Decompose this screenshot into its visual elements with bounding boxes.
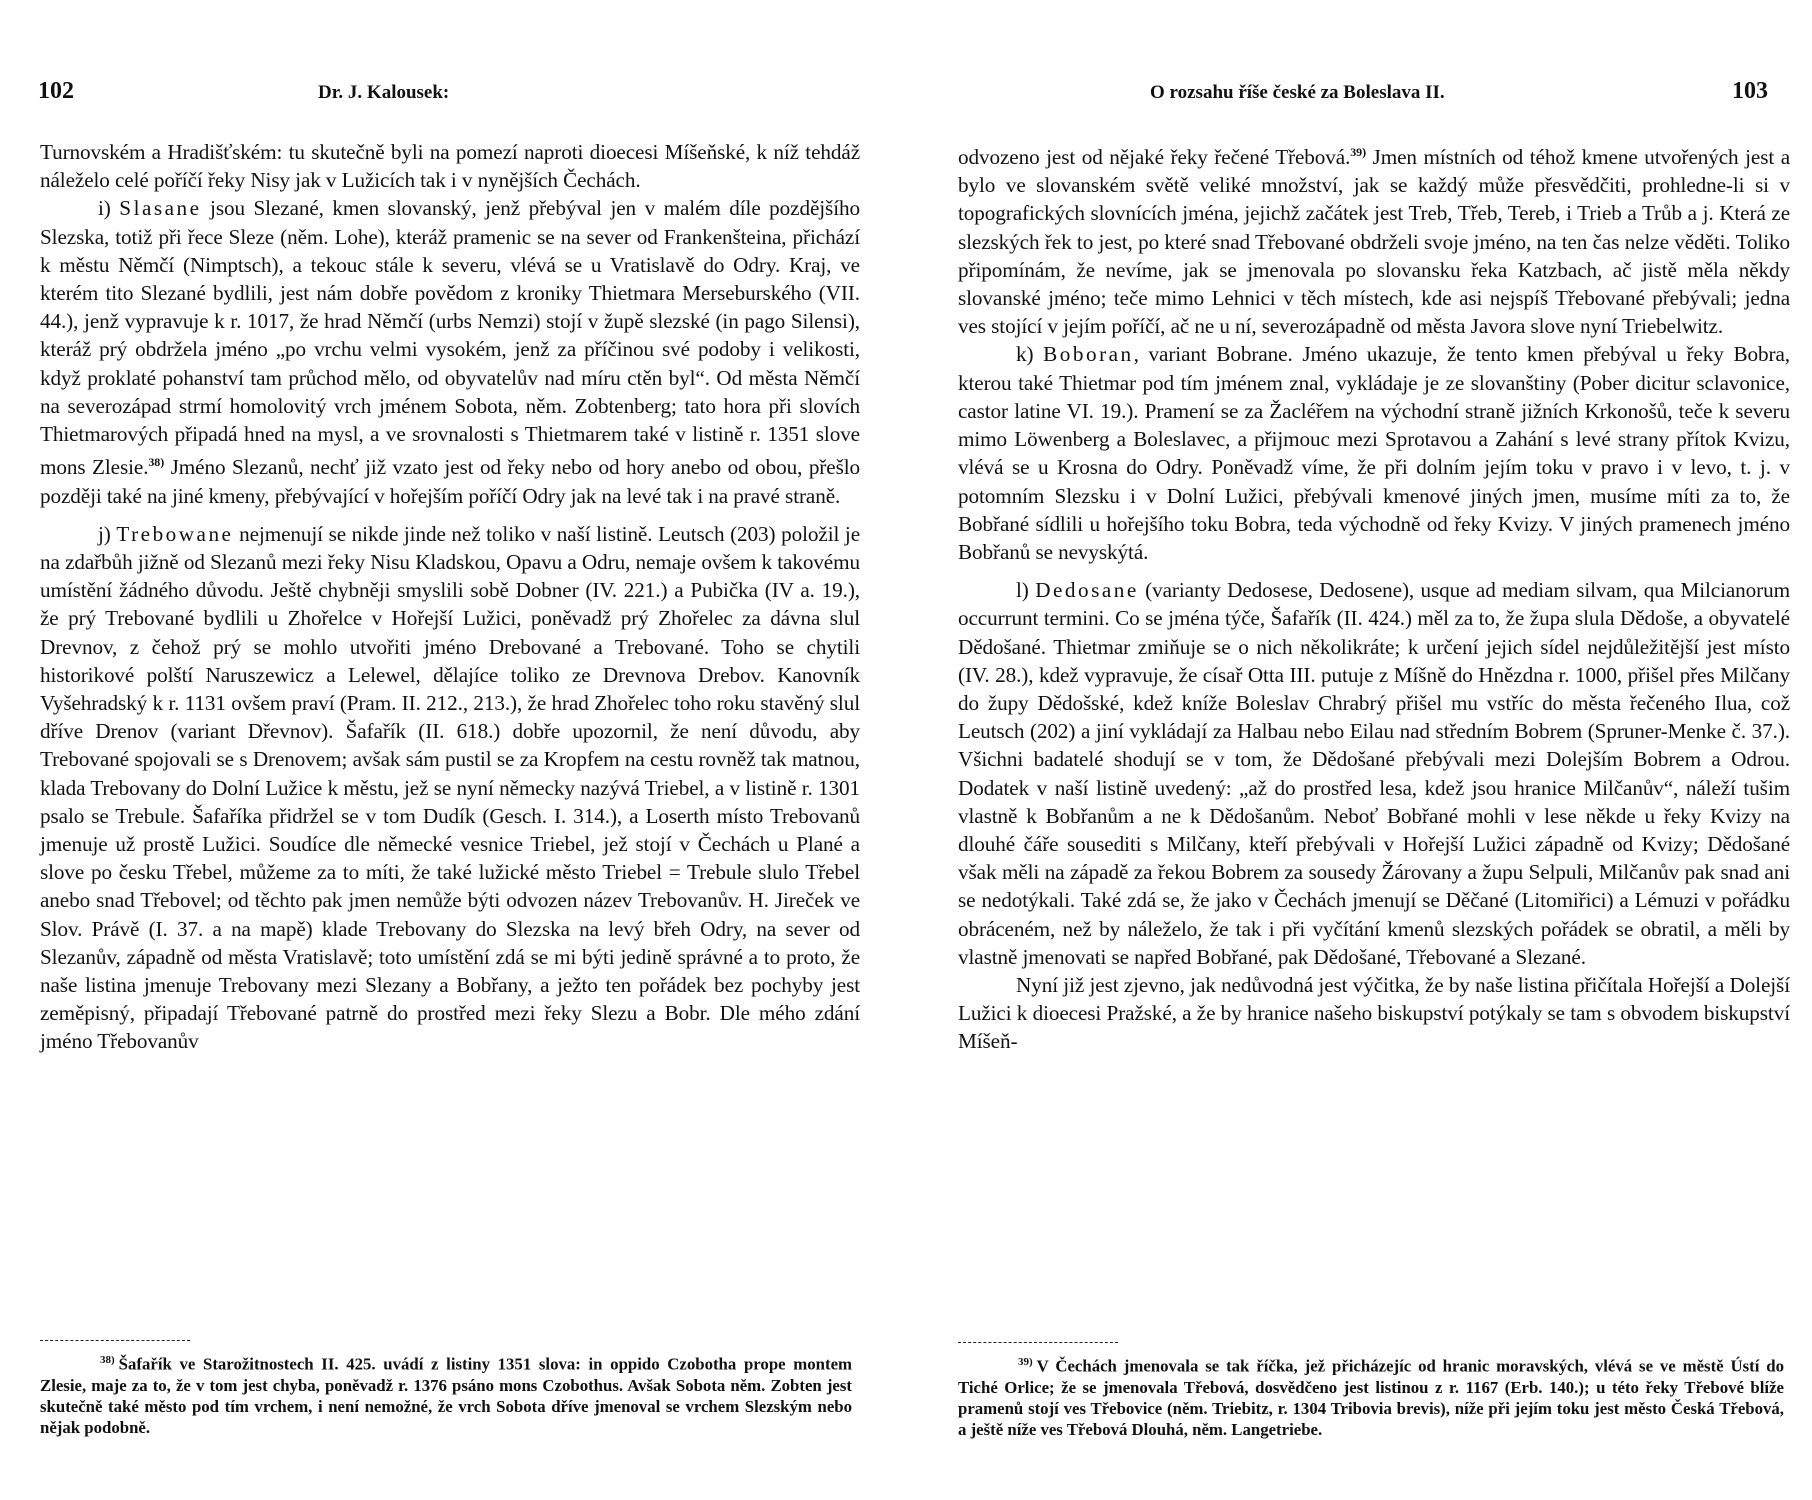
body-text (958, 138, 1790, 1056)
left-page (0, 0, 900, 1500)
paragraph: j) Trebowane nejmenují se nikde jinde než toliko v naší listině. Leutsch (203) položil je na zdařbůh jižně od Slezanů mezi řeky Nisu Kladskou, Opavu a Odru, nemaje ovšem k takovému umístění žádného důvodu. Ještě chybněji smyslili sobě Dobner (IV. 221.) a Pubička (IV a. 19.), že prý Trebované bydlili u Zhořelce v Hořejší Lužici, poněvadž prý Zhořelec za dávna slul Drevnov, z čehož prý se mohlo utvořiti jméno Drebované a Trebované. Toho se chytili historikové polští Naruszewicz a Lelewel, dělajíce toliko ze Drevnova Drebov. Kanovník Vyšehradský k r. 1131 ovšem praví (Pram. II. 212., 213.), že hrad Zhořelec toho roku stavěný slul dříve Drenov (variant Dřevnov). Šafařík (II. 618.) dobře upozornil, že není důvodu, aby Trebované spojovali se s Drenovem; avšak sám pustil se za Kropfem na cestu rovněž tak matnou, klada Trebovany do Dolní Lužice k městu, jež se nyní německy nazývá Triebel, a v listině r. 1301 psalo se Trebule. Šafaříka přidržel se v tom Dudík (Gesch. I. 314.), a Loserth místo Trebovanů jmenuje už prostě Lužici. Soudíce dle německé vesnice Triebel, jež stojí v Čechách u Plané a slove po česku Třebel, můžeme za to míti, že také lužické město Triebel = Trebule slulo Třebel anebo snad Třebovel; od těchto pak jmen nemůže býti odvozen název Trebovanův. H. Jireček ve Slov. Právě (I. 37. a na mapě) klade Trebovany do Slezska na levý břeh Odry, na sever od Slezanův, západně od města Vratislavě; toto umístění zdá se mi býti jedině správné a to proto, že naše listina jmenuje Trebovany mezi Slezany a Bobřany, a ježto ten pořádek bez pochyby jest zeměpisný, připadají Třebované patrně do prostřed mezi řeky Slezu a Bobr. Dle mého zdání jméno Třebovanův (40, 521, 861, 1054)
footnote-rule (958, 1342, 1118, 1343)
paragraph: odvozeno jest od nějaké řeky řečené Třebová.$^{39)}$ Jmen místních od téhož kmene utvořených jest a bylo ve slovanském světě veliké množství, jak se každý může přesvědčiti, prohledne-li si v topografických slovnících jména, jejichž začátek jest Treb, Třeb, Tereb, i Trieb a Trůb a j. Která ze slezských řek to jest, po které snad Třebované obdrželi svoje jméno, na ten čas nelze věděti. Toliko připomínám, že nevíme, jak se jmenovala po slovansku řeka Katzbach, ač jistě měla někdy slovanské jméno; teče mimo Lehnici v těch místech, kde asi nejspíš Třebované přebývali; jedna ves stojící v jejím poříčí, ač ne u ní, severozápadně od města Javora slove nyní Triebelwitz. (958, 145, 1791, 339)
paragraph: i) Slasane jsou Slezané, kmen slovanský, jenž přebýval jen v malém díle pozdějšího Slezska, totiž při řece Sleze (něm. Lohe), kteráž pramenic se na sever od Frankenšteina, přichází k městu Němčí (Nimptsch), a tekouc stále k severu, vlévá se u Vratislavě do Odry. Kraj, ve kterém tito Slezané bydlili, jest nám dobře povědom z kroniky Thietmara Merseburského (VII. 44.), jenž vypravuje k r. 1017, že hrad Němčí (urbs Nemzi) stojí v župě slezské (in pago Silensi), kteráž prý obdržela jméno „po vrchu velmi vysokém, jenž za příčinou své podoby i velikosti, když proklaté pohanství tam průchod mělo, od obyvatelův nad míru ctěn byl“. Od města Němčí na severozápad strmí homolovitý vrch jménem Sobota, něm. Zobtenberg; tato hora při slovích Thietmarových připadá hned na mysl, a ve srovnalosti s Thietmarem také v listině r. 1351 slove mons Zlesie.$^{38)}$ Jméno Slezanů, nechť již vzato jest od řeky nebo od hory anebo od obou, přešlo později také na jiné kmeny, přebývající v hořejším poříčí Odry jak na levé tak i na pravé straně. (40, 196, 860, 508)
footnote-rule (40, 1340, 190, 1341)
page-number: 103 (1732, 78, 1768, 104)
paragraph: Turnovském a Hradišťském: tu skutečně byli na pomezí naproti dioecesi Míšeňské, k níž tehdáž náleželo celé poříčí řeky Nisy jak v Lužicích tak i v nynějších Čechách. (40, 140, 860, 193)
body-text (40, 138, 860, 1056)
running-header: Dr. J. Kalousek: (318, 82, 450, 103)
right-page (930, 0, 1812, 1500)
paragraph: Nyní již jest zjevno, jak nedůvodná jest výčitka, že by naše listina přičítala Hořejší a Dolejší Lužici k dioecesi Pražské, a že by hranice našeho biskupství potýkaly se tam s obvodem biskupství Míšeň- (958, 972, 1790, 1054)
page-number: 102 (38, 78, 74, 104)
paragraph: k) Boboran, variant Bobrane. Jméno ukazuje, že tento kmen přebýval u řeky Bobra, kterou také Thietmar pod tím jménem znal, vykládaje je ze slovanštiny (Pober dicitur sclavonice, castor latine VI. 19.). Pramení se za Žacléřem na východní straně jižních Krkonošů, teče k severu mimo Löwenberg a Boleslavec, a přijmouc mezi Sprotavou a Zahání s levé strany přítok Kvizu, vlévá se u Krosna do Odry. Poněvadž víme, že při dolním jejím toku v pravo i v levo, t. j. v potomním Slezsku i v Dolní Lužici, přebývali kmenové jiných jmen, musíme míti za to, že Bobřané sídlili u hořejšího toku Bobra, teda východně od řeky Kvizy. V jiných pramenech jméno Bobřanů se nevyskýtá. (958, 342, 1790, 564)
paragraph: l) Dedosane (varianty Dedosese, Dedosene), usque ad mediam silvam, qua Milcianorum occurrunt termini. Co se jména týče, Šafařík (II. 424.) měl za to, že župa slula Dědoše, a obyvatelé Dědošané. Thietmar zmiňuje se o nich několikráte; k určení jejich sídel nejdůležitější jest místo (IV. 28.), kdež vypravuje, že císař Otta III. putuje z Míšně do Hnězdna r. 1000, přišel přes Milčany do župy Dědošské, kdež kníže Boleslav Chrabrý přišel mu vstříc do města řečeného Ilua, což Leutsch (202) a jiní vykládají za Halbau nebo Eilau nad středním Bobrem (Spruner-Menke č. 37.). Všichni badatelé shodují se v tom, že Dědošané přebývali mezi Dolejším Bobrem a Odrou. Dodatek v naší listině uvedený: „až do prostřed lesa, kdež jsou hranice Milčanův“, náleží tušim vlastně k Bobřanům a ne k Dědošanům. Neboť Bobřané mohli v lese někde u řeky Kvizy na dlouhé čáře sousediti s Milčany, kteří přebývali v Hořejší Lužici západně od Kvizy; Dědošané však měli na západě za řekou Bobrem za sousedy Žárovany a župu Selpuli, Milčanův pak snad ani se nedotýkali. Také zdá se, že jako v Čechách jmenují se Děčané (Litomiřici) a Lémuzi v pořádku obráceném, než by náleželo, že tak i při vyčítání kmenů slezských pořádek se obratil, a měli by vlastně jmenovati se napřed Bobřané, pak Dědošané, Třebované a Slezané. (958, 578, 1790, 969)
running-header: O rozsahu říše české za Boleslava II. (1150, 82, 1445, 103)
footnote: $^{39)}$ V Čechách jmenovala se tak říčka, jež přicházejíc od hranic moravských, vlévá se ve městě Ústí do Tiché Orlice; že se jmenovala Třebová, dosvědčeno jest listinou z r. 1167 (Erb. 140.); u této řeky Třebové blíže pramenů stojí ves Třebovice (něm. Triebitz, r. 1304 Tribovia brevis), níže při jejím toku jest město Česká Třebová, a ještě níže ves Třebová Dlouhá, něm. Langetriebe. (958, 1356, 1784, 1440)
footnote: $^{38)}$ Šafařík ve Starožitnostech II. 425. uvádí z listiny 1351 slova: in oppido Czobotha prope montem Zlesie, maje za to, že v tom jest chyba, poněvadž r. 1376 psáno mons Czobothus. Avšak Sobota něm. Zobten jest skutečně také město pod tím vrchem, i není nemožné, že vrch Sobota dříve jmenoval se vrchem Slezským nebo nějak podobně. (40, 1354, 852, 1438)
footnote-reference: 39) (1350, 145, 1366, 159)
footnote-reference: 38) (148, 455, 165, 470)
